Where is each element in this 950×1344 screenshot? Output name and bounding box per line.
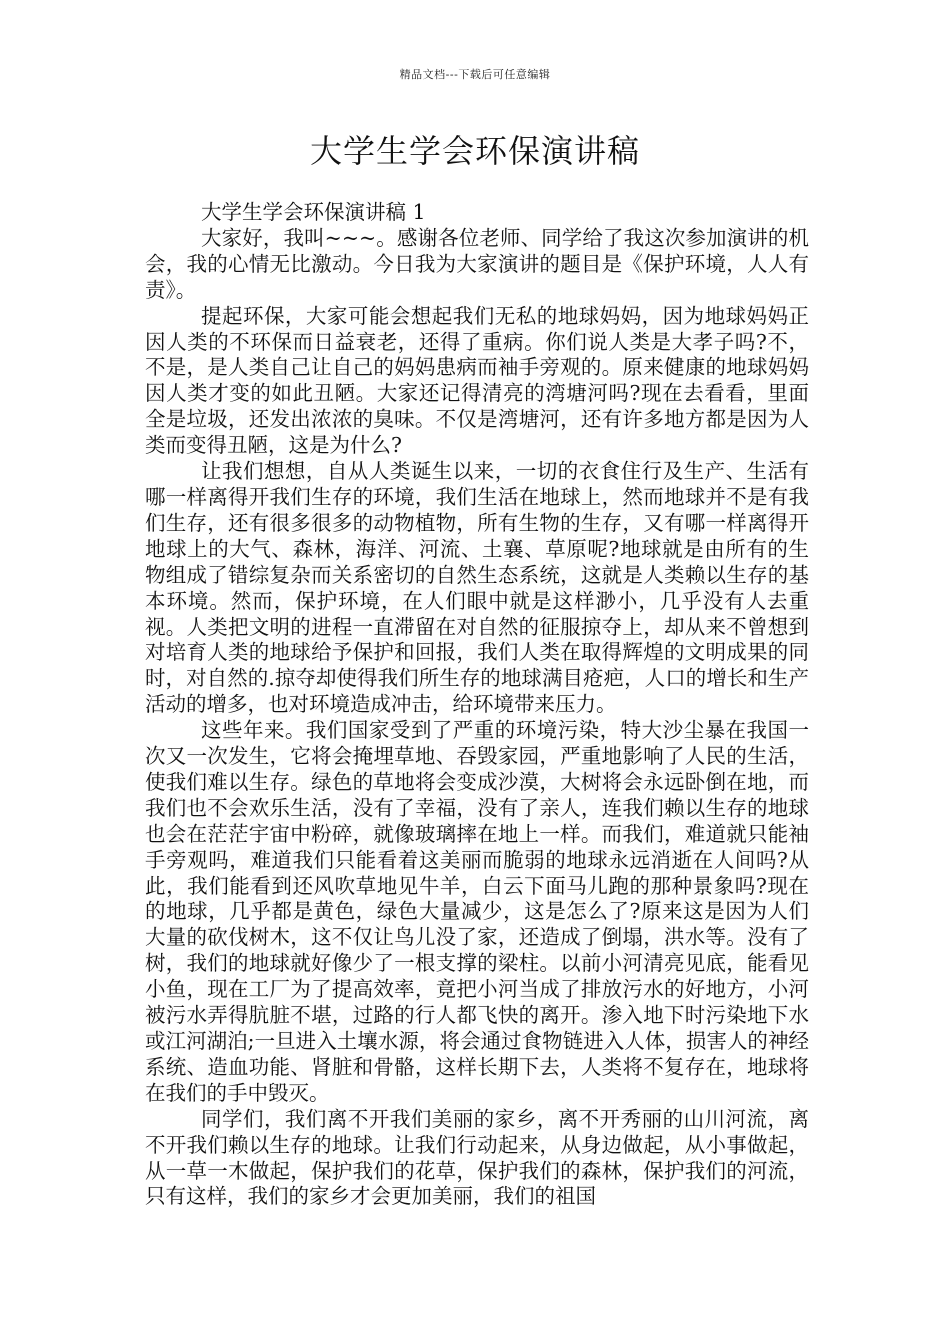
section-heading: 大学生学会环保演讲稿 1 — [201, 200, 426, 224]
paragraph-4: 这些年来。我们国家受到了严重的环境污染，特大沙尘暴在我国一次又一次发生，它将会掩埋草地、吞毁家园，严重地影响了人民的生活，使我们难以生存。绿色的草地将会变成沙漠，大树将会永远卧倒在地，而我们也不会欢乐生活，没有了幸福，没有了亲人，连我们赖以生存的地球也会在茫茫宇宙中粉碎，就像玻璃摔在地上一样。而我们，难道就只能袖手旁观吗，难道我们只能看着这美丽而脆弱的地球永远消逝在人间吗?从此，我们能看到还风吹草地见牛羊，白云下面马儿跑的那种景象吗?现在的地球，几乎都是黄色，绿色大量减少，这是怎么了?原来这是因为人们大量的砍伐树木，这不仅让鸟儿没了家，还造成了倒塌，洪水等。没有了树，我们的地球就好像少了一根支撑的梁柱。以前小河清亮见底，能看见小鱼，现在工厂为了提高效率，竟把小河当成了排放污水的好地方，小河被污水弄得肮脏不堪，过路的行人都飞快的离开。渗入地下时污染地下水或江河湖泊;一旦进入土壤水源，将会通过食物链进入人体，损害人的神经系统、造血功能、肾脏和骨骼，这样长期下去，人类将不复存在，地球将在我们的手中毁灭。 — [145, 718, 809, 1105]
paragraph-5: 同学们，我们离不开我们美丽的家乡，离不开秀丽的山川河流，离不开我们赖以生存的地球。让我们行动起来，从身边做起，从小事做起，从一草一木做起，保护我们的花草，保护我们的森林，保护我们的河流，只有这样，我们的家乡才会更加美丽，我们的祖国 — [145, 1106, 809, 1209]
paragraph-1: 大家好，我叫~~~。感谢各位老师、同学给了我这次参加演讲的机会，我的心情无比激动。今日我为大家演讲的题目是《保护环境，人人有责》。 — [145, 225, 809, 302]
header-note: 精品文档---下载后可任意编辑 — [399, 68, 551, 81]
paragraph-2: 提起环保，大家可能会想起我们无私的地球妈妈，因为地球妈妈正因人类的不环保而日益衰老，还得了重病。你们说人类是大孝子吗?不，不是，是人类自己让自己的妈妈患病而袖手旁观的。原来健康的地球妈妈因人类才变的如此丑陋。大家还记得清亮的湾塘河吗?现在去看看，里面全是垃圾，还发出浓浓的臭味。不仅是湾塘河，还有许多地方都是因为人类而变得丑陋，这是为什么? — [145, 303, 809, 458]
document-title: 大学生学会环保演讲稿 — [309, 132, 640, 170]
document-body — [145, 200, 809, 1210]
paragraph-3: 让我们想想，自从人类诞生以来，一切的衣食住行及生产、生活有哪一样离得开我们生存的环境，我们生活在地球上，然而地球并不是有我们生存，还有很多很多的动物植物，所有生物的生存，又有哪一样离得开地球上的大气、森林，海洋、河流、土襄、草原呢?地球就是由所有的生物组成了错综复杂而关系密切的自然生态系统，这就是人类赖以生存的基本环境。然而，保护环境，在人们眼中就是这样渺小，几乎没有人去重视。人类把文明的进程一直滞留在对自然的征服掠夺上，却从来不曾想到对培育人类的地球给予保护和回报，我们人类在取得辉煌的文明成果的同时，对自然的.掠夺却使得我们所生存的地球满目疮疤，人口的增长和生产活动的增多，也对环境造成冲击，给环境带来压力。 — [145, 459, 809, 717]
